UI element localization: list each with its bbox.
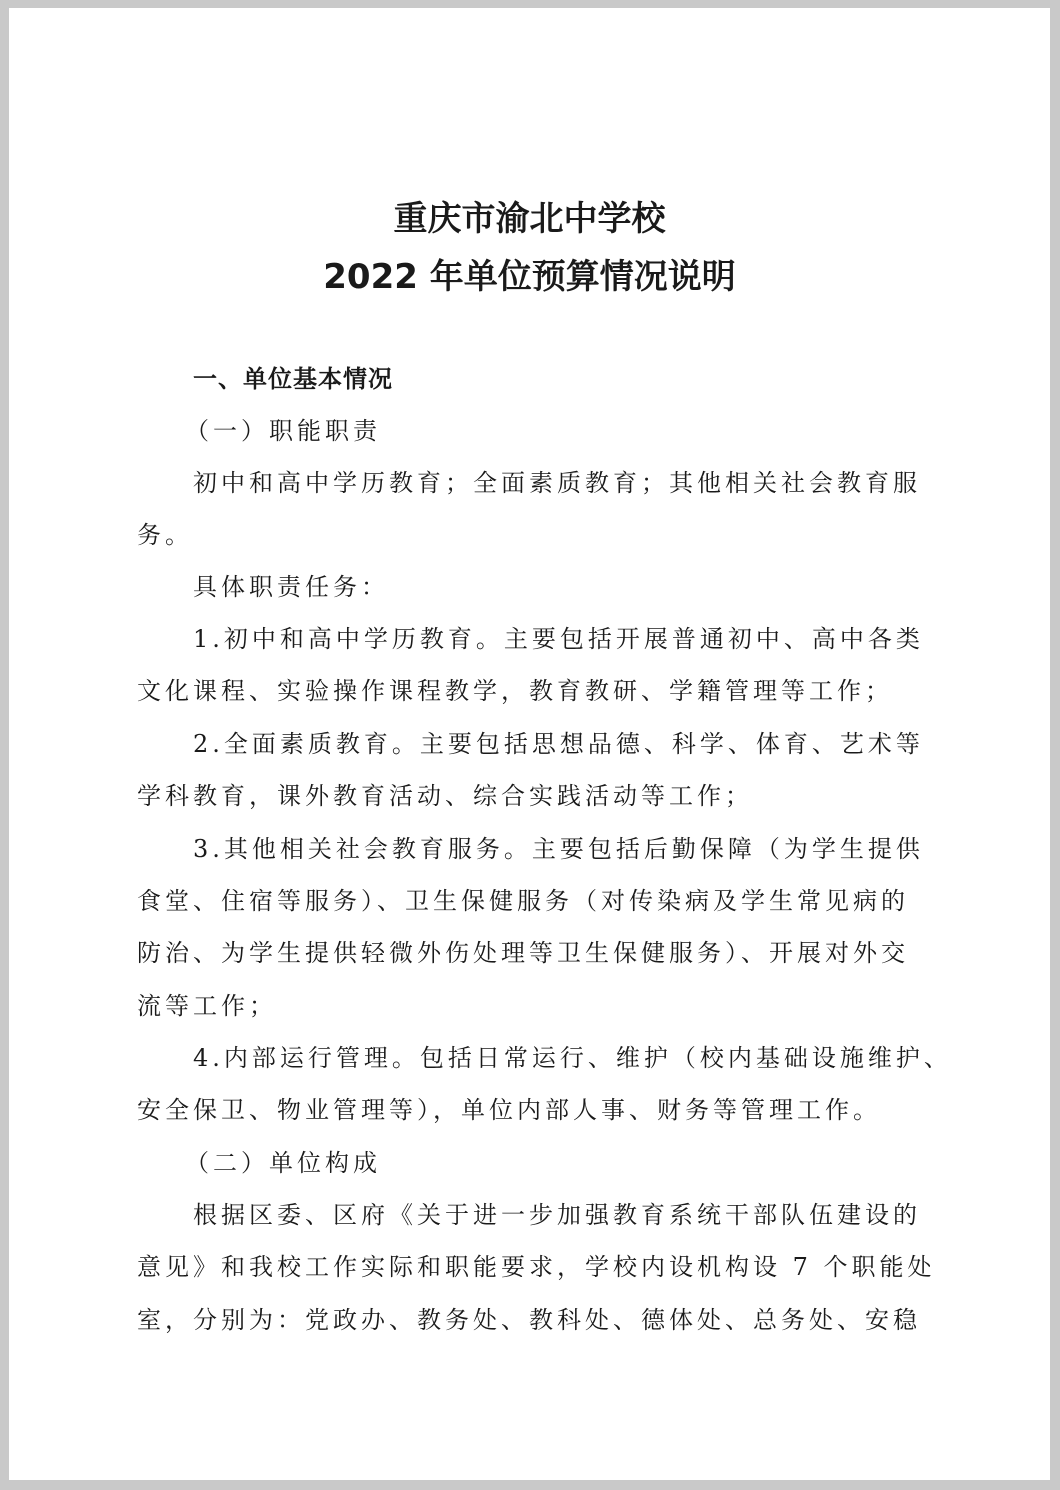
list-item-3-line: 防治、为学生提供轻微外伤处理等卫生保健服务）、开展对外交 <box>137 939 909 967</box>
list-item-3-line: 3.其他相关社会教育服务。主要包括后勤保障（为学生提供 <box>193 835 924 863</box>
document-title-line2: 2022 年单位预算情况说明 <box>323 257 736 297</box>
section-heading-basic-info: 一、单位基本情况 <box>193 365 393 393</box>
list-item-2-line: 学科教育，课外教育活动、综合实践活动等工作； <box>137 782 753 810</box>
paragraph-line: 务。 <box>137 521 193 549</box>
paragraph-line: 室，分别为：党政办、教务处、教科处、德体处、总务处、安稳 <box>137 1306 921 1334</box>
document-title-line1: 重庆市渝北中学校 <box>393 199 666 239</box>
subsection-heading-composition: （二）单位构成 <box>185 1149 381 1177</box>
list-item-3-line: 食堂、住宿等服务）、卫生保健服务（对传染病及学生常见病的 <box>137 887 909 915</box>
list-item-3-line: 流等工作； <box>137 992 277 1020</box>
list-item-2-line: 2.全面素质教育。主要包括思想品德、科学、体育、艺术等 <box>193 730 924 758</box>
paragraph-line: 根据区委、区府《关于进一步加强教育系统干部队伍建设的 <box>193 1201 921 1229</box>
list-item-4-line: 安全保卫、物业管理等），单位内部人事、财务等管理工作。 <box>137 1096 881 1124</box>
subsection-heading-duties: （一）职能职责 <box>185 417 381 445</box>
document-page <box>9 8 1050 1480</box>
list-item-4-line: 4.内部运行管理。包括日常运行、维护（校内基础设施维护、 <box>193 1044 952 1072</box>
list-item-1-line: 文化课程、实验操作课程教学，教育教研、学籍管理等工作； <box>137 677 893 705</box>
paragraph-line: 意见》和我校工作实际和职能要求，学校内设机构设 7 个职能处 <box>137 1253 936 1281</box>
paragraph-line: 具体职责任务： <box>193 573 389 601</box>
list-item-1-line: 1.初中和高中学历教育。主要包括开展普通初中、高中各类 <box>193 625 924 653</box>
paragraph-line: 初中和高中学历教育；全面素质教育；其他相关社会教育服 <box>193 469 921 497</box>
